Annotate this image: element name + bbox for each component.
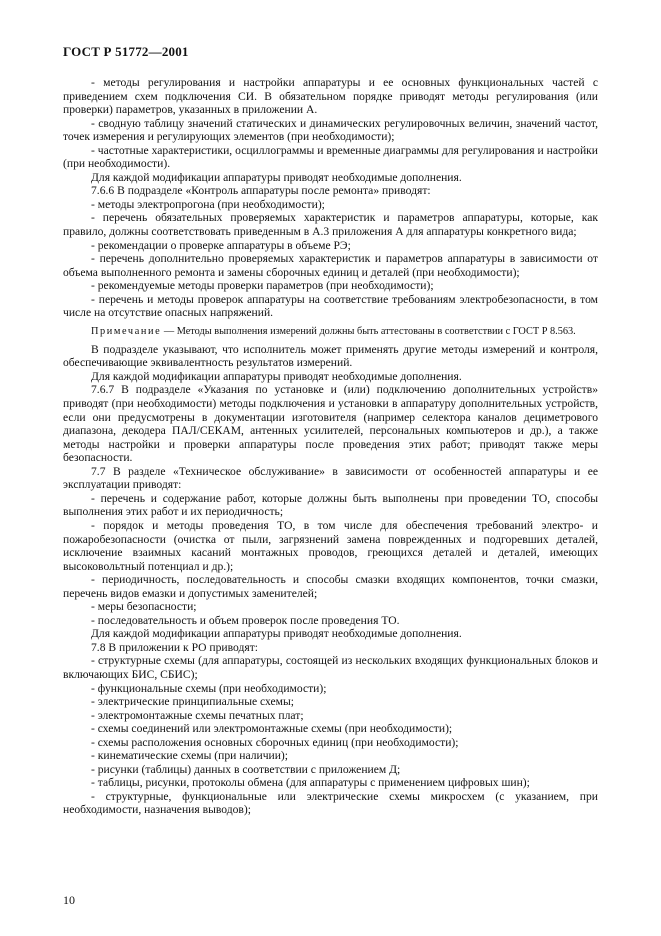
section-heading: 7.8 В приложении к РО приводят: <box>91 640 259 654</box>
list-item: - рисунки (таблицы) данных в соответствии с приложением Д; <box>91 762 401 776</box>
document-body <box>63 76 598 817</box>
note-label: Примечание <box>91 325 162 337</box>
list-item: - таблицы, рисунки, протоколы обмена (для аппаратуры с применением цифровых шин); <box>91 776 530 790</box>
list-item: - перечень и содержание работ, которые должны быть выполнены при проведении ТО, способы выполнения этих работ и их периодичность; <box>63 491 598 519</box>
list-item: - методы регулирования и настройки аппаратуры и ее основных функциональных частей с приведением схем подключения СИ. В обязательном порядке приводят методы регулирования (или проверки) параметров, указанных в приложении А. <box>63 76 598 117</box>
list-item: - перечень и методы проверок аппаратуры на соответствие требованиям электробезопасности, в том числе на отсутствие опасных напряжений. <box>63 292 598 320</box>
paragraph: Для каждой модификации аппаратуры приводят необходимые дополнения. <box>91 369 462 383</box>
list-item: - схемы соединений или электромонтажные схемы (при необходимости); <box>91 722 453 736</box>
list-item: - рекомендации о проверке аппаратуры в объеме РЭ; <box>91 238 351 252</box>
list-item: - функциональные схемы (при необходимости); <box>91 681 327 695</box>
page-number: 10 <box>63 893 75 907</box>
note-text: — Методы выполнения измерений должны быть аттестованы в соответствии с ГОСТ Р 8.563. <box>161 325 576 337</box>
note <box>63 325 598 338</box>
paragraph: В подразделе указывают, что исполнитель может применять другие методы измерений и контроля, обеспечивающие эквивалентность результатов измерений. <box>63 342 598 370</box>
list-item: - перечень дополнительно проверяемых характеристик и параметров аппаратуры в зависимости от объема выполненного ремонта и замены сборочных единиц и деталей (при необходимости); <box>63 252 598 279</box>
section-heading: 7.6.6 В подразделе «Контроль аппаратуры после ремонта» приводят: <box>91 184 431 198</box>
list-item: - перечень обязательных проверяемых характеристик и параметров аппаратуры, которые, как правило, должны соответствовать приведенным в А.3 приложения А для аппаратуры конкретного вида; <box>63 211 598 239</box>
list-item: - кинематические схемы (при наличии); <box>91 749 289 763</box>
list-item: - рекомендуемые методы проверки параметров (при необходимости); <box>91 279 434 293</box>
paragraph: Для каждой модификации аппаратуры приводят необходимые дополнения. <box>91 170 462 184</box>
document-header: ГОСТ Р 51772—2001 <box>63 44 189 59</box>
paragraph: Для каждой модификации аппаратуры приводят необходимые дополнения. <box>91 627 462 641</box>
list-item: - структурные схемы (для аппаратуры, состоящей из нескольких входящих функциональных блоков и включающих БИС, СБИС); <box>63 654 598 681</box>
list-item: - меры безопасности; <box>91 600 197 614</box>
list-item: - последовательность и объем проверок после проведения ТО. <box>91 613 400 627</box>
list-item: - электрические принципиальные схемы; <box>91 695 295 709</box>
list-item: - частотные характеристики, осциллограммы и временные диаграммы для регулирования и настройки (при необходимости). <box>63 143 598 171</box>
list-item: - периодичность, последовательность и способы смазки входящих компонентов, точки смазки, перечень видов емазки и допустимых заменителей; <box>63 573 598 600</box>
list-item: - структурные, функциональные или электрические схемы микросхем (с указанием, при необходимости, назначения выводов); <box>63 789 598 817</box>
list-item: - методы электропрогона (при необходимости); <box>91 197 325 211</box>
list-item: - электромонтажные схемы печатных плат; <box>91 708 304 722</box>
section-heading: 7.7 В разделе «Техническое обслуживание» в зависимости от особенностей аппаратуры и ее эксплуатации приводят: <box>63 464 598 492</box>
list-item: - сводную таблицу значений статических и динамических регулировочных величин, значений частот, точек измерения и регулирующих элементов (при необходимости); <box>63 116 598 144</box>
list-item: - порядок и методы проведения ТО, в том числе для обеспечения требований электро- и пожаробезопасности (очистка от пыли, загрязнений замена поврежденных и подгоревших деталей, исключение взаимных касаний монтажных проводов, греющихся деталей и деталей, имеющих высоковольтный потенциал и др.); <box>63 518 598 573</box>
paragraph: 7.6.7 В подразделе «Указания по установке и (или) подключению дополнительных устройств» приводят (при необходимости) методы подключения и установки в аппаратуру дополнительных устройств, если они предусмотрены в документации изготовителя (например селектора каналов дециметрового диапазона, декодера ПАЛ/СЕКАМ, антенных усилителей, персональных компьютеров и др.), а также методы настройки и проверки аппаратуры после проведения этих работ; приводят также меры безопасности. <box>63 383 598 465</box>
list-item: - схемы расположения основных сборочных единиц (при необходимости); <box>91 735 459 749</box>
